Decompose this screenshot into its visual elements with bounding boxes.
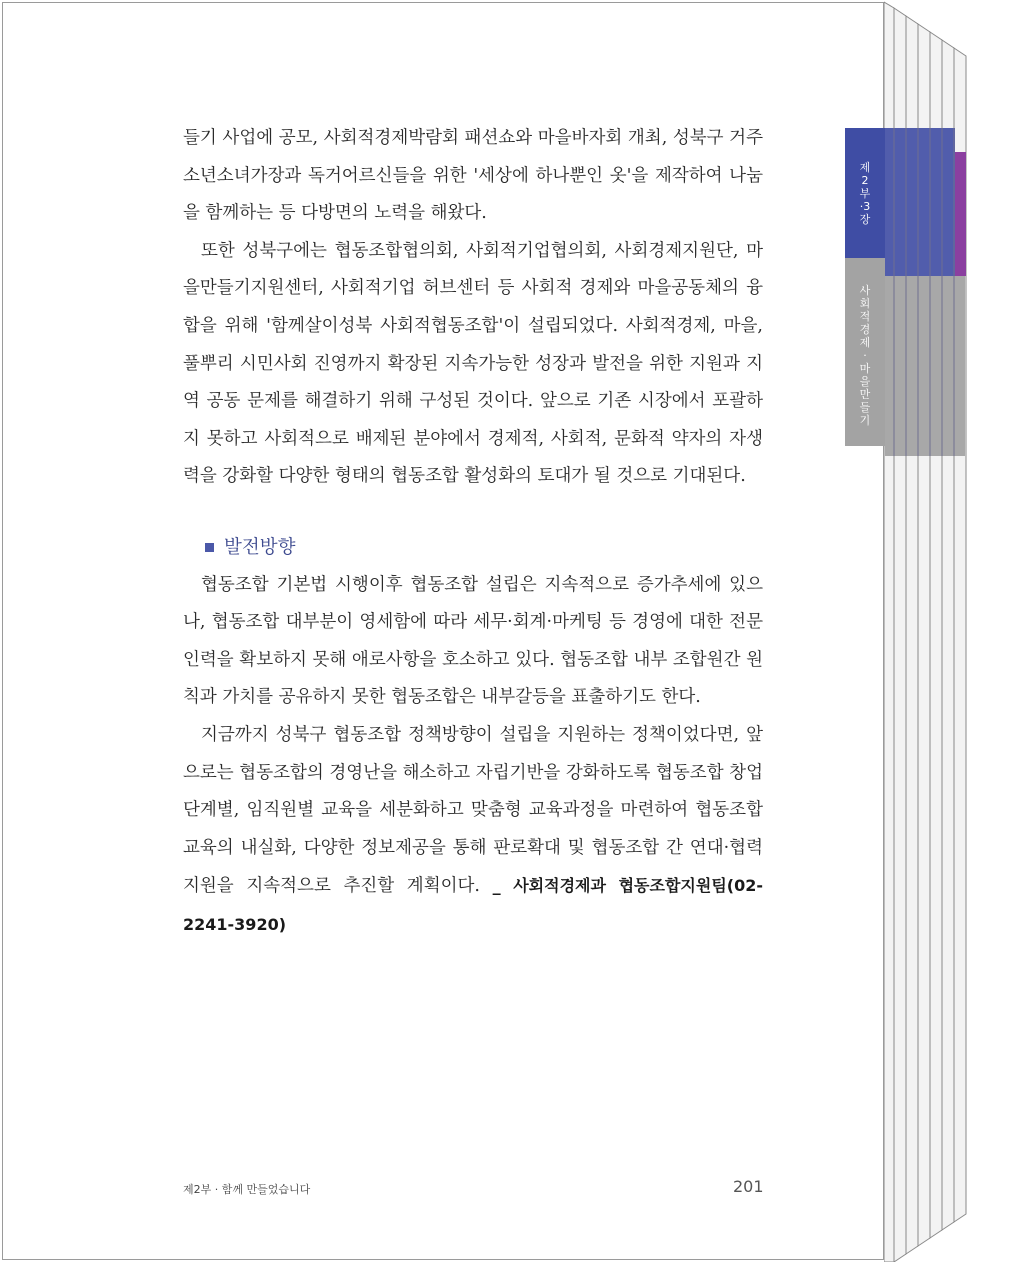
paragraph [183,717,763,945]
paragraph: 또한 성북구에는 협동조합협의회, 사회적기업협의회, 사회경제지원단, 마을만들기지원센터, 사회적기업 허브센터 등 사회적 경제와 마을공동체의 융합을 위해 '함께살이성북 사회적협동조합'이 설립되었다. 사회적경제, 마을, 풀뿌리 시민사회 진영까지 확장된 지속가능한 성장과 발전을 위한 지원과 지역 공동 문제를 해결하기 위해 구성된 것이다. 앞으로 기존 시장에서 포괄하지 못하고 사회적으로 배제된 분야에서 경제적, 사회적, 문화적 약자의 자생력을 강화할 다양한 형태의 협동조합 활성화의 토대가 될 것으로 기대된다. [183,240,763,487]
section-title: 발전방향 [224,536,296,558]
footer-part-title: 제2부 · 함께 만들었습니다 [183,1183,311,1196]
section-heading [183,529,763,567]
body-text [183,120,763,944]
chapter-tab [845,128,885,258]
paragraph-text: 지금까지 성북구 협동조합 정책방향이 설립을 지원하는 정책이었다면, 앞으로는 협동조합의 경영난을 해소하고 자립기반을 강화하도록 협동조합 창업단계별, 임직원별 교육을 세분화하고 맞춤형 교육과정을 마련하여 협동조합 교육의 내실화, 다양한 정보제공을 통해 판로확대 및 협동조합 간 연대·협력 지원을 지속적으로 추진할 계획이다. [183,724,763,897]
paragraph: 들기 사업에 공모, 사회적경제박람회 패션쇼와 마을바자회 개최, 성북구 거주 소년소녀가장과 독거어르신들을 위한 '세상에 하나뿐인 옷'을 제작하여 나눔을 함께하는 등 다방면의 노력을 해왔다. [183,128,763,224]
section-tab [845,258,885,446]
chapter-tab-label: 제2부·3장 [859,160,871,226]
page-number: 201 [733,1177,764,1196]
square-bullet-icon [205,543,214,552]
credit: _ 사회적경제과 협동조합지원팀(02-2241-3920) [183,876,763,934]
paragraph: 협동조합 기본법 시행이후 협동조합 설립은 지속적으로 증가추세에 있으나, 협동조합 대부분이 영세함에 따라 세무·회계·마케팅 등 경영에 대한 전문 인력을 확보하지 못해 애로사항을 호소하고 있다. 협동조합 내부 조합원간 원칙과 가치를 공유하지 못한 협동조합은 내부갈등을 표출하기도 한다. [183,574,763,708]
page-edges [884,0,974,1262]
section-tab-label: 사회적경제·마을만들기 [859,284,871,427]
